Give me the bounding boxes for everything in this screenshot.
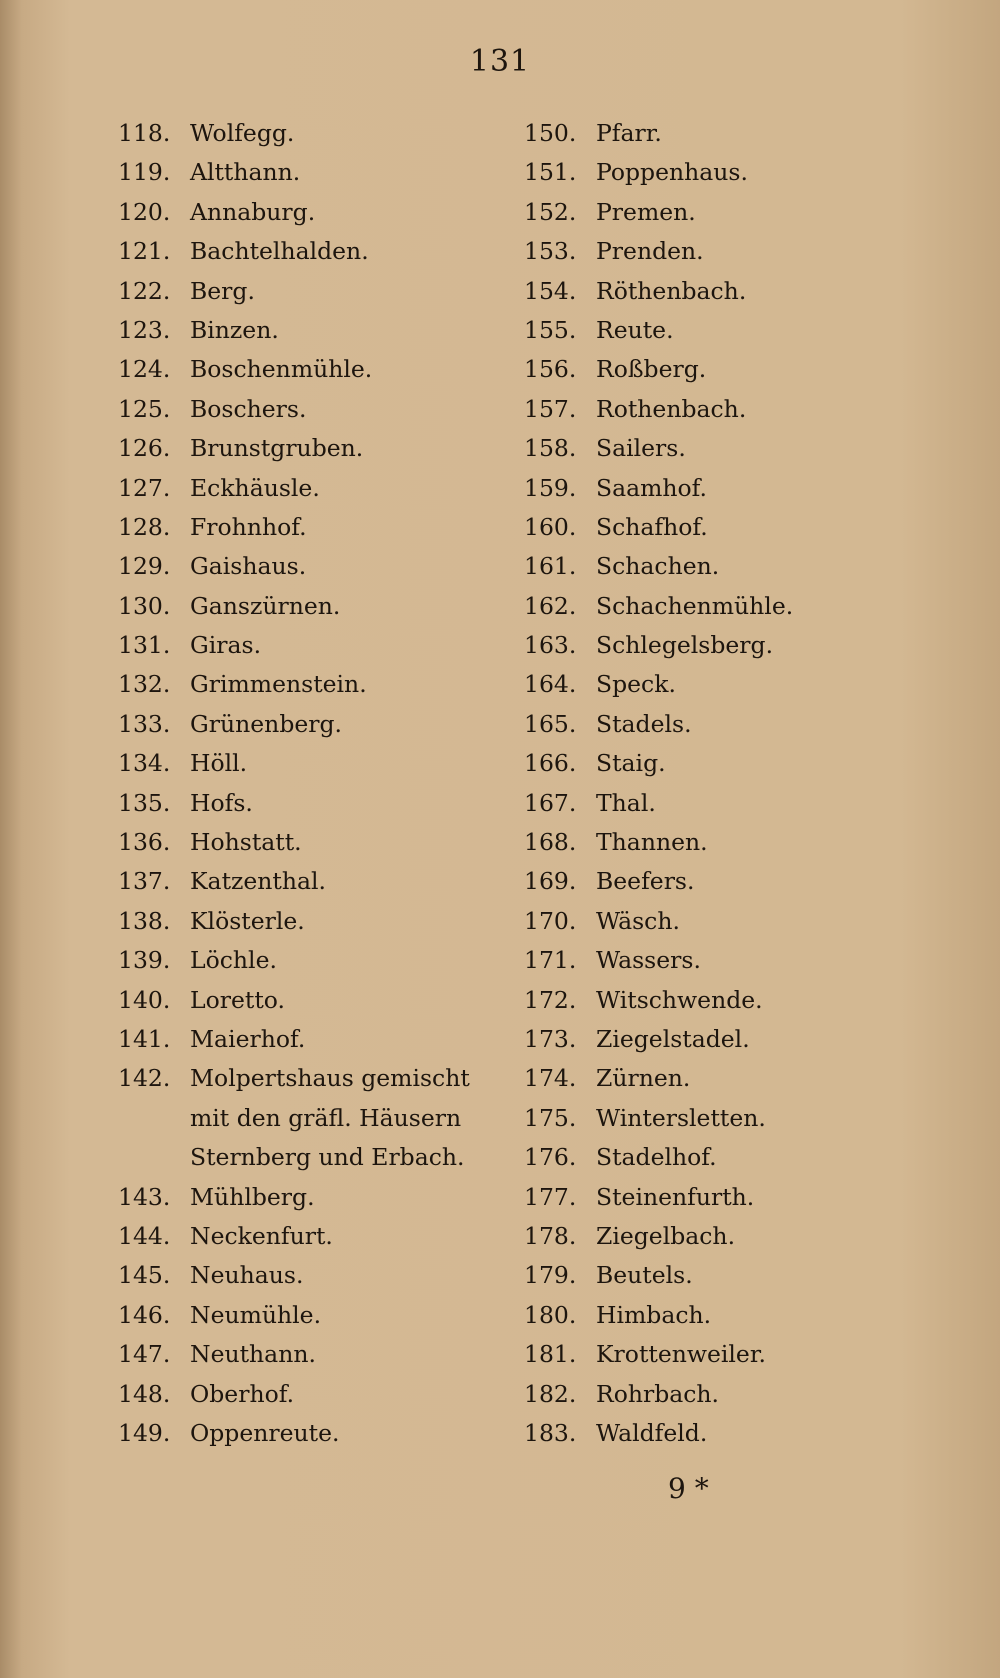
entry-name: Hofs. <box>190 788 253 817</box>
entry-name: Wassers. <box>596 946 701 975</box>
entry-number: 174. <box>524 1064 577 1093</box>
list-entry <box>118 1217 518 1256</box>
entry-name: Schafhof. <box>596 512 708 541</box>
list-entry <box>524 1335 844 1374</box>
entry-name: Krottenweiler. <box>596 1340 766 1369</box>
entry-name: Hohstatt. <box>190 828 302 857</box>
entry-number: 160. <box>524 512 577 541</box>
entry-name: Schachenmühle. <box>596 591 794 620</box>
list-entry <box>524 862 844 901</box>
entry-number: 147. <box>118 1340 171 1369</box>
entry-continuation: mit den gräfl. Häusern <box>190 1103 462 1132</box>
list-entry <box>118 114 518 153</box>
entry-number: 149. <box>118 1418 171 1447</box>
entry-name: Molpertshaus gemischt <box>190 1064 470 1093</box>
entry-number: 123. <box>118 315 171 344</box>
page-number: 131 <box>469 44 531 79</box>
list-entry <box>524 547 844 586</box>
entry-name: Rothenbach. <box>596 394 747 423</box>
list-entry <box>524 626 844 665</box>
entry-name: Bachtelhalden. <box>190 237 369 266</box>
list-entry <box>524 311 844 350</box>
list-entry <box>118 744 518 783</box>
entry-number: 118. <box>118 119 171 147</box>
entry-name: Neumühle. <box>190 1300 322 1329</box>
entry-name: Thal. <box>596 788 656 817</box>
entry-name: Prenden. <box>596 237 704 266</box>
entry-name: Annaburg. <box>190 197 316 226</box>
entry-number: 163. <box>524 631 577 660</box>
list-entry <box>524 1099 844 1138</box>
list-entry <box>524 350 844 389</box>
list-entry <box>524 665 844 704</box>
entry-number: 179. <box>524 1261 577 1290</box>
entry-name: Himbach. <box>596 1300 712 1329</box>
entry-number: 164. <box>524 670 577 699</box>
entry-number: 128. <box>118 512 171 541</box>
entry-name: Wäsch. <box>596 906 680 935</box>
entry-name: Gaishaus. <box>190 552 307 581</box>
entry-name: Löchle. <box>190 946 277 975</box>
signature-mark: 9 * <box>668 1472 709 1505</box>
list-entry <box>118 941 518 980</box>
list-entry <box>524 587 844 626</box>
entry-name: Rohrbach. <box>596 1379 720 1408</box>
entry-name: Boschenmühle. <box>190 355 373 384</box>
entry-number: 167. <box>524 788 577 817</box>
list-entry <box>118 823 518 862</box>
entry-name: Zürnen. <box>596 1064 691 1093</box>
list-entry <box>524 1375 844 1414</box>
entry-name: Steinenfurth. <box>596 1182 755 1211</box>
list-entry <box>118 153 518 192</box>
entry-number: 152. <box>524 197 577 226</box>
entry-number: 148. <box>118 1379 171 1408</box>
entry-number: 153. <box>524 237 577 266</box>
entry-number: 141. <box>118 1024 171 1053</box>
list-entry <box>524 153 844 192</box>
list-entry <box>118 311 518 350</box>
entry-number: 173. <box>524 1024 577 1053</box>
list-entry <box>118 390 518 429</box>
entry-name: Ziegelbach. <box>596 1221 736 1250</box>
entry-name: Grünenberg. <box>190 709 343 738</box>
entry-name: Reute. <box>596 315 674 344</box>
list-entry <box>118 1414 518 1453</box>
list-entry <box>524 941 844 980</box>
entry-number: 142. <box>118 1064 171 1093</box>
entry-number: 119. <box>118 158 171 187</box>
entry-number: 181. <box>524 1340 577 1369</box>
entry-number: 169. <box>524 867 577 896</box>
entry-number: 120. <box>118 197 171 226</box>
entry-name: Wolfegg. <box>190 119 295 147</box>
entry-name: Stadels. <box>596 709 692 738</box>
entry-number: 176. <box>524 1143 577 1172</box>
entry-number: 151. <box>524 158 577 187</box>
entry-name: Waldfeld. <box>596 1418 708 1447</box>
entry-number: 122. <box>118 276 171 305</box>
list-entry <box>524 1138 844 1177</box>
entry-number: 129. <box>118 552 171 581</box>
list-entry <box>524 390 844 429</box>
entry-name: Thannen. <box>596 828 708 857</box>
entry-number: 138. <box>118 906 171 935</box>
entry-name: Maierhof. <box>190 1024 306 1053</box>
list-entry <box>118 1059 518 1098</box>
entry-name: Witschwende. <box>596 985 763 1014</box>
entry-name: Saamhof. <box>596 473 708 502</box>
entry-number: 144. <box>118 1221 171 1250</box>
entry-name: Schlegelsberg. <box>596 631 774 660</box>
list-entry <box>118 193 518 232</box>
entry-name: Oberhof. <box>190 1379 295 1408</box>
list-entry <box>524 193 844 232</box>
list-entry <box>118 469 518 508</box>
entry-name: Binzen. <box>190 315 279 344</box>
list-entry <box>118 1296 518 1335</box>
entry-number: 121. <box>118 237 171 266</box>
entry-name: Frohnhof. <box>190 512 307 541</box>
entry-number: 180. <box>524 1300 577 1329</box>
entry-name: Stadelhof. <box>596 1143 717 1172</box>
entry-name: Beutels. <box>596 1261 693 1290</box>
entry-number: 139. <box>118 946 171 975</box>
entry-name: Neuhaus. <box>190 1261 304 1290</box>
entry-number: 166. <box>524 749 577 778</box>
entry-number: 178. <box>524 1221 577 1250</box>
entry-number: 170. <box>524 906 577 935</box>
entry-number: 172. <box>524 985 577 1014</box>
list-entry <box>118 429 518 468</box>
entry-number: 131. <box>118 631 171 660</box>
entry-name: Brunstgruben. <box>190 434 364 463</box>
list-entry <box>524 981 844 1020</box>
entry-name: Schachen. <box>596 552 720 581</box>
list-entry <box>524 1414 844 1453</box>
entry-number: 183. <box>524 1418 577 1447</box>
list-entry <box>118 1335 518 1374</box>
entry-name: Mühlberg. <box>190 1182 315 1211</box>
entry-number: 161. <box>524 552 577 581</box>
entry-name: Loretto. <box>190 985 285 1014</box>
entry-name: Ziegelstadel. <box>596 1024 750 1053</box>
entry-number: 140. <box>118 985 171 1014</box>
entry-name: Grimmenstein. <box>190 670 367 699</box>
list-entry <box>118 862 518 901</box>
list-entry <box>118 705 518 744</box>
list-entry <box>118 547 518 586</box>
entry-number: 182. <box>524 1379 577 1408</box>
list-entry <box>118 626 518 665</box>
entry-name: Höll. <box>190 749 248 778</box>
entry-name: Premen. <box>596 197 696 226</box>
entry-name: Katzenthal. <box>190 867 327 896</box>
entry-number: 159. <box>524 473 577 502</box>
entry-name: Berg. <box>190 276 255 305</box>
entry-name: Oppenreute. <box>190 1418 340 1447</box>
entry-number: 168. <box>524 828 577 857</box>
entry-name: Sailers. <box>596 434 686 463</box>
list-entry <box>524 1296 844 1335</box>
entry-number: 127. <box>118 473 171 502</box>
entry-number: 162. <box>524 591 577 620</box>
list-entry <box>118 981 518 1020</box>
entry-number: 135. <box>118 788 171 817</box>
entry-number: 124. <box>118 355 171 384</box>
entry-name: Poppenhaus. <box>596 158 748 187</box>
list-entry <box>524 232 844 271</box>
entry-number: 146. <box>118 1300 171 1329</box>
entry-number: 154. <box>524 276 577 305</box>
entry-number: 125. <box>118 394 171 423</box>
entry-name: Ganszürnen. <box>190 591 341 620</box>
list-entry <box>524 272 844 311</box>
list-entry <box>118 1256 518 1295</box>
list-entry <box>524 114 844 153</box>
list-entry <box>524 744 844 783</box>
list-entry <box>118 1020 518 1059</box>
list-entry <box>118 272 518 311</box>
list-entry <box>118 665 518 704</box>
right-column <box>524 114 844 1453</box>
list-entry <box>524 705 844 744</box>
entry-name: Boschers. <box>190 394 307 423</box>
left-column <box>118 114 518 1453</box>
entry-continuation: Sternberg und Erbach. <box>190 1143 465 1172</box>
entry-name: Röthenbach. <box>596 276 747 305</box>
list-entry <box>524 1059 844 1098</box>
entry-number: 145. <box>118 1261 171 1290</box>
list-entry <box>524 823 844 862</box>
entry-number: 165. <box>524 709 577 738</box>
entry-name: Pfarr. <box>596 119 662 147</box>
entry-number: 132. <box>118 670 171 699</box>
entry-number: 157. <box>524 394 577 423</box>
entry-number: 136. <box>118 828 171 857</box>
entry-number: 156. <box>524 355 577 384</box>
list-entry <box>118 587 518 626</box>
entry-number: 143. <box>118 1182 171 1211</box>
entry-name: Neuthann. <box>190 1340 316 1369</box>
list-entry <box>118 784 518 823</box>
list-entry <box>524 469 844 508</box>
entry-number: 137. <box>118 867 171 896</box>
list-entry <box>524 1020 844 1059</box>
list-entry <box>524 784 844 823</box>
entry-name: Beefers. <box>596 867 695 896</box>
entry-number: 158. <box>524 434 577 463</box>
entry-name: Eckhäusle. <box>190 473 320 502</box>
entry-name: Roßberg. <box>596 355 707 384</box>
list-entry <box>118 902 518 941</box>
entry-number: 175. <box>524 1103 577 1132</box>
list-entry <box>524 1178 844 1217</box>
entry-name: Speck. <box>596 670 676 699</box>
list-entry <box>524 1256 844 1295</box>
entry-number: 133. <box>118 709 171 738</box>
list-entry <box>524 902 844 941</box>
entry-name: Giras. <box>190 631 262 660</box>
list-entry <box>118 1178 518 1217</box>
list-entry <box>118 508 518 547</box>
entry-number: 126. <box>118 434 171 463</box>
list-entry <box>118 350 518 389</box>
entry-name: Klösterle. <box>190 906 305 935</box>
list-entry <box>118 1375 518 1414</box>
list-entry <box>524 508 844 547</box>
entry-number: 150. <box>524 119 577 147</box>
entry-name: Neckenfurt. <box>190 1221 333 1250</box>
entry-name: Altthann. <box>190 158 301 187</box>
entry-number: 155. <box>524 315 577 344</box>
list-entry <box>524 429 844 468</box>
entry-number: 134. <box>118 749 171 778</box>
entry-name: Wintersletten. <box>596 1103 766 1132</box>
entry-name: Staig. <box>596 749 666 778</box>
entry-number: 171. <box>524 946 577 975</box>
list-entry <box>118 232 518 271</box>
list-entry <box>524 1217 844 1256</box>
entry-number: 130. <box>118 591 171 620</box>
entry-number: 177. <box>524 1182 577 1211</box>
